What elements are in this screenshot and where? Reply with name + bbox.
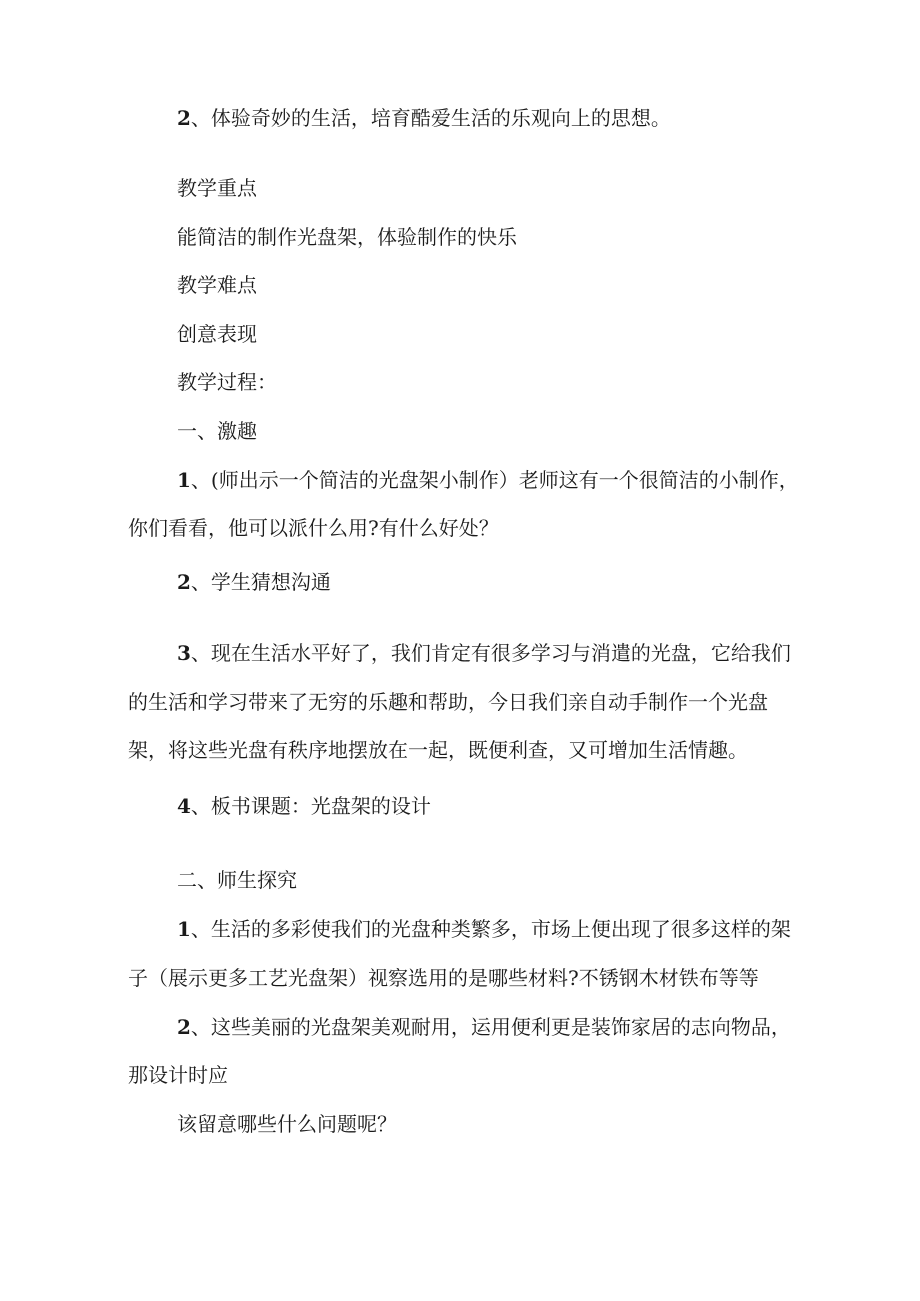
section-heading — [177, 271, 257, 299]
item-number: 2 — [177, 570, 191, 594]
line-text: 、(师出示一个简洁的光盘架小制作）老师这有一个很简洁的小制作， — [190, 468, 799, 492]
section-heading — [177, 368, 277, 396]
line-text: 、体验奇妙的生活，培育酷爱生活的乐观向上的思想。 — [190, 106, 671, 130]
item-number: 2 — [177, 1015, 191, 1039]
line-text: 创意表现 — [177, 322, 257, 346]
line-text: 、学生猜想沟通 — [190, 570, 331, 594]
line-text: 教学难点 — [177, 273, 257, 297]
line-text: 教学过程： — [177, 370, 277, 394]
item-number: 4 — [177, 794, 191, 818]
paragraph-line — [177, 1110, 397, 1138]
paragraph-line — [128, 736, 748, 764]
paragraph-line — [128, 1061, 228, 1089]
paragraph-line — [177, 792, 431, 820]
line-text: 二、师生探究 — [177, 868, 297, 892]
line-text: 能简洁的制作光盘架，体验制作的快乐 — [177, 225, 517, 249]
line-text: 你们看看，他可以派什么用?有什么好处？ — [128, 516, 499, 540]
line-text: 教学重点 — [177, 176, 257, 200]
item-number: 3 — [177, 641, 191, 665]
paragraph-line — [177, 104, 671, 132]
line-text: 、生活的多彩使我们的光盘种类繁多，市场上便出现了很多这样的架 — [190, 917, 791, 941]
line-text: 一、激趣 — [177, 419, 257, 443]
paragraph-line — [177, 639, 791, 667]
line-text: 子（展示更多工艺光盘架）视察选用的是哪些材料?不锈钢木材铁布等等 — [128, 966, 759, 990]
paragraph-line — [128, 688, 768, 716]
item-number: 1 — [177, 917, 191, 941]
paragraph-line — [128, 514, 499, 542]
paragraph-line — [177, 223, 517, 251]
paragraph-line — [177, 915, 791, 943]
paragraph-line — [177, 466, 799, 494]
paragraph-line — [177, 568, 331, 596]
line-text: 、现在生活水平好了，我们肯定有很多学习与消遣的光盘，它给我们 — [190, 641, 791, 665]
item-number: 2 — [177, 106, 191, 130]
section-heading — [177, 417, 257, 445]
line-text: 的生活和学习带来了无穷的乐趣和帮助，今日我们亲自动手制作一个光盘 — [128, 690, 768, 714]
paragraph-line — [128, 964, 759, 992]
line-text: 那设计时应 — [128, 1063, 228, 1087]
line-text: 、板书课题：光盘架的设计 — [190, 794, 431, 818]
line-text: 架，将这些光盘有秩序地摆放在一起，既便利查，又可增加生活情趣。 — [128, 738, 748, 762]
line-text: 、这些美丽的光盘架美观耐用，运用便利更是装饰家居的志向物品， — [190, 1015, 791, 1039]
paragraph-line — [177, 1013, 791, 1041]
paragraph-line — [177, 320, 257, 348]
item-number: 1 — [177, 468, 191, 492]
section-heading — [177, 174, 257, 202]
section-heading — [177, 866, 297, 894]
line-text: 该留意哪些什么问题呢？ — [177, 1112, 397, 1136]
